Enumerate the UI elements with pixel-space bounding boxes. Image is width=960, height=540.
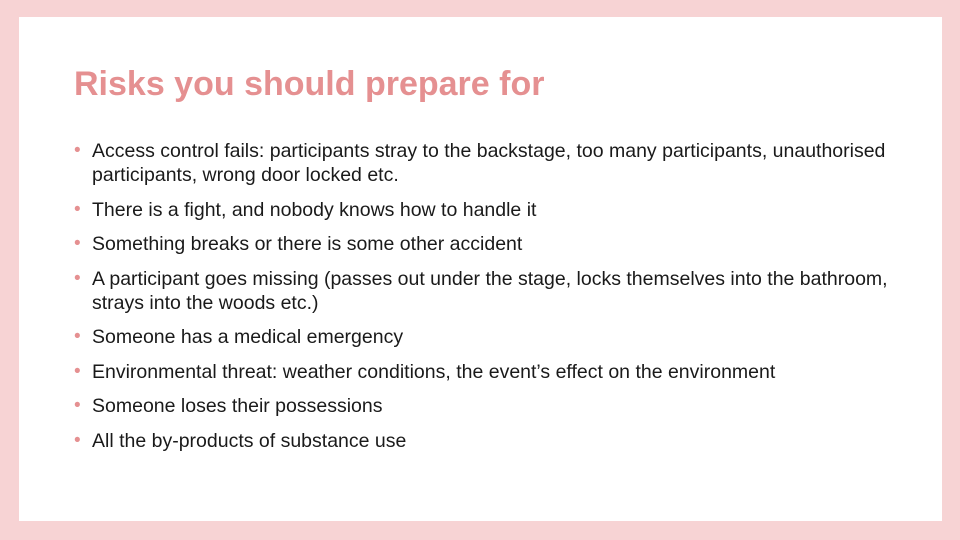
bullet-dot-icon: • xyxy=(74,267,81,289)
bullet-item-substance-use xyxy=(74,429,894,453)
bullet-dot-icon: • xyxy=(74,233,81,254)
bullet-item-lost-possessions xyxy=(74,394,894,418)
bullet-dot-icon: • xyxy=(74,395,81,416)
bullet-text: Access control fails: participants stray to the backstage, too many participants, unauthorised participants, wrong door locked etc. xyxy=(92,140,886,186)
bullet-item-environmental-threat xyxy=(74,360,894,384)
bullet-text: Something breaks or there is some other accident xyxy=(92,233,523,255)
bullet-list xyxy=(74,139,894,453)
bullet-text: Someone loses their possessions xyxy=(92,395,383,417)
bullet-text: Someone has a medical emergency xyxy=(92,326,404,348)
slide-canvas xyxy=(19,17,942,521)
bullet-dot-icon: • xyxy=(74,198,81,220)
bullet-dot-icon: • xyxy=(74,140,81,161)
bullet-text: A participant goes missing (passes out under the stage, locks themselves into the bathroom, strays into the woods etc.) xyxy=(92,267,888,314)
bullet-dot-icon: • xyxy=(74,429,81,451)
bullet-dot-icon: • xyxy=(74,326,81,347)
bullet-dot-icon: • xyxy=(74,360,81,382)
bullet-item-accident xyxy=(74,232,894,256)
bullet-text: There is a fight, and nobody knows how to handle it xyxy=(92,198,537,221)
bullet-item-fight xyxy=(74,198,894,222)
bullet-item-missing-participant xyxy=(74,267,894,315)
bullet-text: All the by-products of substance use xyxy=(92,429,407,452)
bullet-item-medical-emergency xyxy=(74,325,894,349)
bullet-item-access-control xyxy=(74,139,894,187)
slide-title: Risks you should prepare for xyxy=(74,65,545,103)
bullet-text: Environmental threat: weather conditions, the event’s effect on the environment xyxy=(92,360,776,383)
